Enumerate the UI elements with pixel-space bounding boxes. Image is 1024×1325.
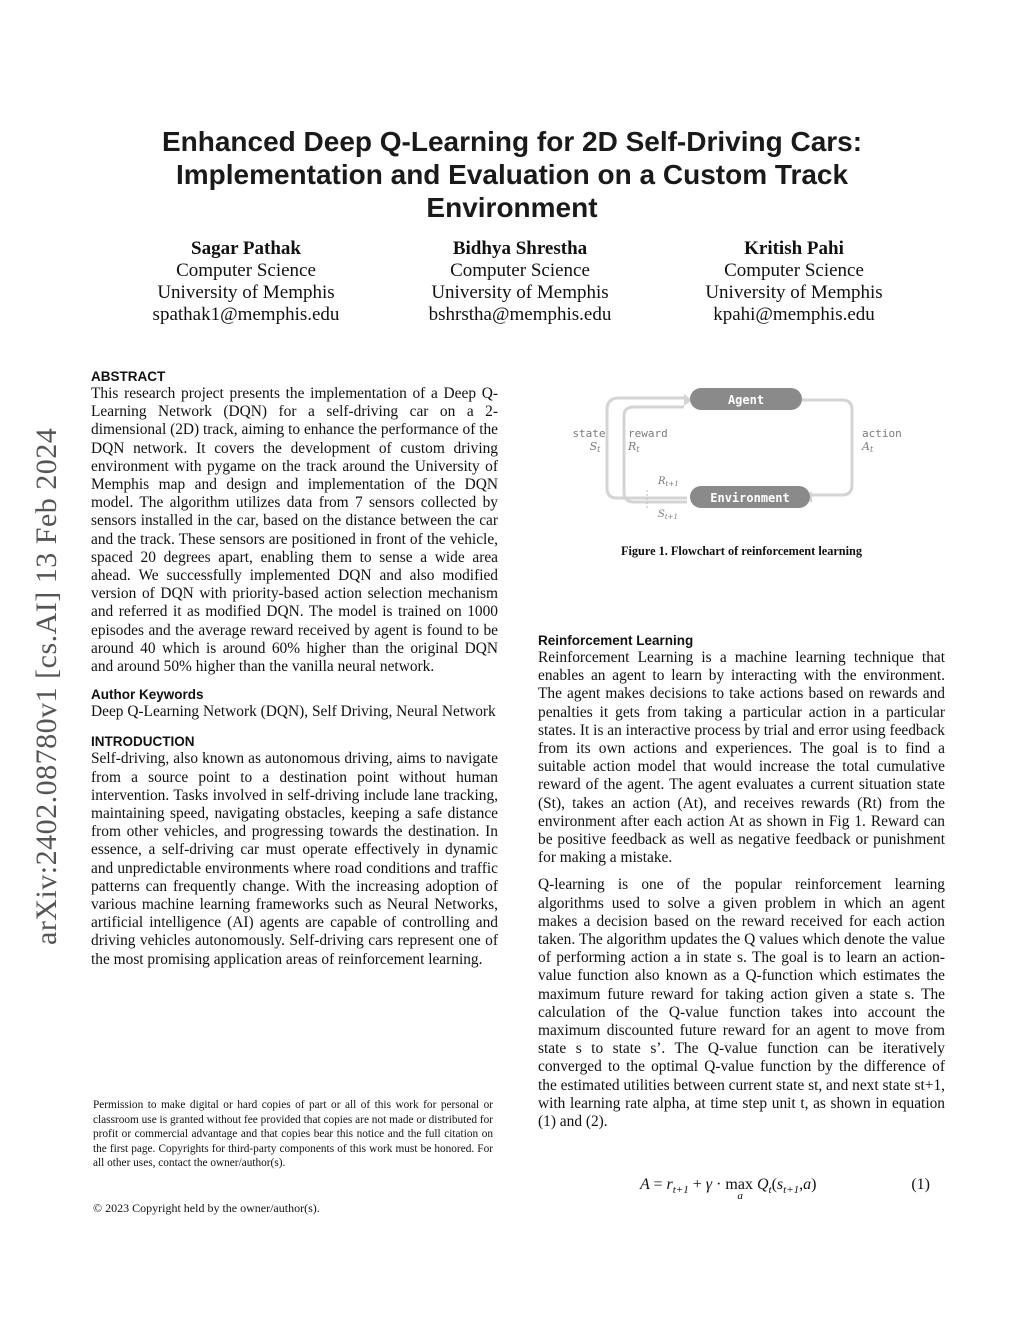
rl-flowchart bbox=[562, 380, 908, 530]
abstract-text: This research project presents the implementation of a Deep Q-Learning Network (DQN) for a self-driving car on a 2-dimensional (2D) track, aiming to enhance the performance of the DQN network. It covers the development of custom driving environment with pygame on the track around the University of Memphis map and design and implementation of the DQN model. The algorithm utilizes data from 7 sensors collected by sensors installed in the car, based on the distance between the car and the track. These sensors are positioned in front of the vehicle, spaced 20 degrees apart, enabling them to sense a wide area ahead. We successfully implemented DQN and also modified version of DQN with priority-based action selection mechanism and referred it as modified DQN. The model is trained on 1000 episodes and the average reward received by agent is found to be around 40 which is around 60% higher than the original DQN and around 50% higher than the vanilla neural network. bbox=[91, 385, 498, 676]
equation-number: (1) bbox=[911, 1176, 930, 1193]
paper-title: Enhanced Deep Q-Learning for 2D Self-Driving Cars: Implementation and Evaluation on a Custom Track Environment bbox=[161, 126, 863, 223]
permission-notice: Permission to make digital or hard copies of part or all of this work for personal or classroom use is granted without fee provided that copies are not made or distributed for profit or commercial advantage and that copies bear this notice and the full citation on the first page. Copyrights for third-party components of this work must be honored. For all other uses, contact the owner/author(s). bbox=[93, 1099, 493, 1170]
s-next-symbol: S bbox=[658, 509, 665, 520]
abstract-heading: ABSTRACT bbox=[91, 369, 166, 384]
rl-paragraph-1: Reinforcement Learning is a machine learning technique that enables an agent to learn by interacting with the environment. The agent makes decisions to take actions based on rewards and penalties it gets from taking a particular action in a particular states. It is an interactive process by trial and error using feedback from its own actions and experiences. The goal is to find a suitable action model that would increase the total cumulative reward of the agent. The agent evaluates a current situation state (St), takes an action (At), and receives rewards (Rt) from the environment after each action At as shown in Fig 1. Reward can be positive feedback as well as negative feedback or punishment for making a mistake. bbox=[538, 649, 945, 867]
svg-text:St+1 bbox=[658, 509, 678, 521]
author-dept: Computer Science bbox=[176, 260, 316, 281]
author-email: bshrstha@memphis.edu bbox=[428, 304, 612, 325]
rl-paragraph-2: Q-learning is one of the popular reinforcement learning algorithms used to solve a given problem in which an agent makes a decision based on the reward received for each action taken. The algorithm updates the Q values which denote the value of performing action a in state s. The goal is to learn an action-value function also known as a Q-function which estimates the maximum future reward for taking action given a state s. The calculation of the Q-value function takes into account the maximum discounted future reward for an agent to move from state s to state s’. The Q-value function can be iteratively converged to the optimal Q-value function by the difference of the estimated utilities between current state st, and next state st+1, with learning rate alpha, at time step unit t, as shown in equation (1) and (2). bbox=[538, 876, 946, 1131]
author-email: spathak1@memphis.edu bbox=[152, 304, 340, 325]
svg-text:St bbox=[590, 440, 602, 454]
author-univ: University of Memphis bbox=[705, 282, 883, 303]
author-1 bbox=[116, 238, 376, 326]
svg-text:Rt bbox=[627, 440, 640, 454]
copyright-notice: © 2023 Copyright held by the owner/author(s). bbox=[93, 1201, 320, 1215]
state-sub: t bbox=[597, 445, 601, 454]
author-dept: Computer Science bbox=[724, 260, 864, 281]
right-column bbox=[538, 632, 945, 1131]
action-loop-line bbox=[802, 400, 852, 495]
reward-label: reward bbox=[628, 427, 668, 440]
author-univ: University of Memphis bbox=[431, 282, 609, 303]
author-name: Bidhya Shrestha bbox=[452, 238, 588, 259]
r-next-sub: t+1 bbox=[665, 480, 679, 488]
state-label: state bbox=[572, 427, 606, 440]
author-email: kpahi@memphis.edu bbox=[713, 304, 875, 325]
action-label: action bbox=[862, 427, 902, 440]
agent-label: Agent bbox=[727, 393, 765, 407]
author-name: Sagar Pathak bbox=[191, 238, 301, 259]
author-dept: Computer Science bbox=[450, 260, 590, 281]
s-next-sub: t+1 bbox=[664, 513, 678, 521]
left-column bbox=[91, 368, 498, 969]
keywords-heading: Author Keywords bbox=[91, 687, 204, 703]
figure-caption: Figure 1. Flowchart of reinforcement learning bbox=[620, 544, 863, 558]
author-name: Kritish Pahi bbox=[744, 238, 844, 259]
svg-text:At bbox=[861, 440, 874, 454]
rl-heading: Reinforcement Learning bbox=[538, 633, 694, 648]
r-next-symbol: R bbox=[658, 476, 666, 487]
author-3 bbox=[664, 238, 924, 326]
state-symbol: S bbox=[589, 440, 598, 453]
svg-text:Rt+1 bbox=[657, 476, 679, 488]
action-sub: t bbox=[869, 445, 874, 454]
action-symbol: A bbox=[862, 440, 870, 453]
arxiv-stamp: arXiv:2402.08780v1 [cs.AI] 13 Feb 2024 bbox=[30, 427, 63, 945]
reward-sub: t bbox=[636, 445, 640, 454]
environment-label: Environment bbox=[710, 491, 790, 505]
equation-1 bbox=[640, 1176, 940, 1206]
author-univ: University of Memphis bbox=[157, 282, 335, 303]
keywords-text: Deep Q-Learning Network (DQN), Self Driving, Neural Network bbox=[91, 703, 496, 721]
reward-symbol: R bbox=[628, 440, 637, 453]
equation-body: $A = r_{t+1} + \gamma \cdot \max$ a $Q_t(s_{t+1},a)$ bbox=[640, 1176, 817, 1202]
introduction-heading: INTRODUCTION bbox=[91, 734, 195, 750]
author-2 bbox=[390, 238, 650, 326]
introduction-text: Self-driving, also known as autonomous driving, aims to navigate from a source point to a destination point without human intervention. Tasks involved in self-driving include lane tracking, maintaining speed, navigating obstacles, keeping a safe distance from other vehicles, and progressing towards the destination. In essence, a self-driving car must operate effectively in dynamic and unpredictable environments where road conditions and traffic patterns can frequently change. With the increasing adoption of various machine learning frameworks such as Neural Networks, artificial intelligence (AI) agents are capable of controlling and driving vehicles autonomously. Self-driving cars represent one of the most promising application areas of reinforcement learning. bbox=[91, 750, 498, 968]
